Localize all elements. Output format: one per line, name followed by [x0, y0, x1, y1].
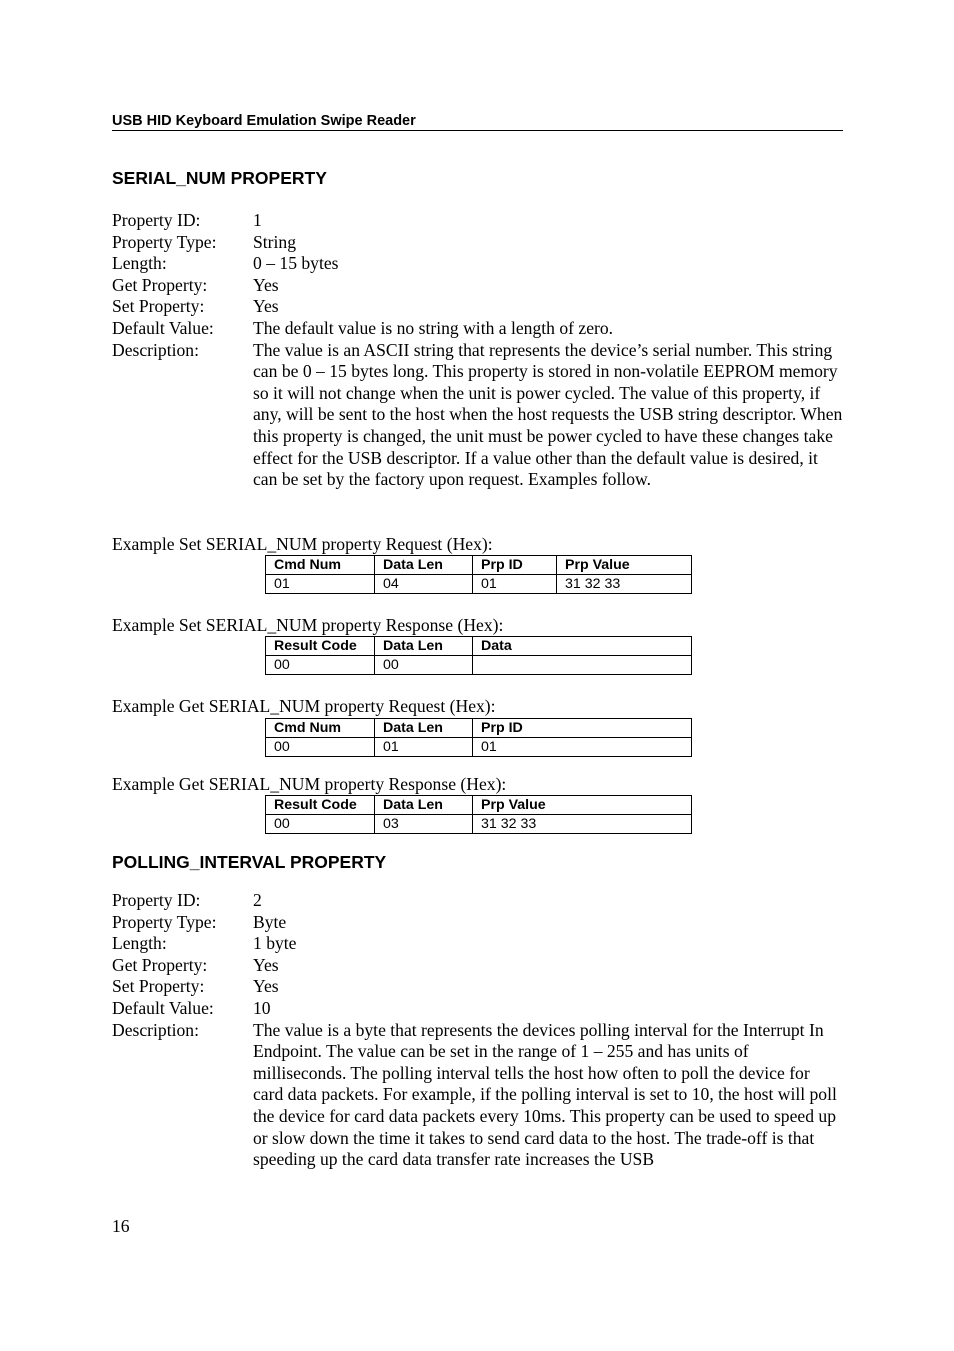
property-row	[112, 1020, 844, 1171]
property-key: Property Type:	[112, 231, 217, 252]
property-key: Property Type:	[112, 911, 217, 932]
table-header-row	[266, 796, 692, 815]
property-key: Default Value:	[112, 997, 214, 1018]
property-description: The value is an ASCII string that represents the device’s serial number. This string can be 0 – 15 bytes long. This property is stored in non-volatile EEPROM memory so it will not change when the unit is power cycled. The value of this property, if any, will be sent to the host when the host requests the USB string descriptor. When this property is changed, the unit must be power cycled to have these changes take effect for the USB descriptor. If a value other than the default value is desired, it can be set by the factory upon request. Examples follow.	[253, 339, 843, 490]
property-row	[112, 998, 844, 1020]
column-header: Data Len	[375, 556, 473, 575]
table-cell: 00	[375, 656, 473, 675]
property-description: The value is a byte that represents the devices polling interval for the Interrupt In Endpoint. The value can be set in the range of 1 – 255 and has units of milliseconds. The polling interval tells the host how often to poll the device for card data packets. For example, if the polling interval is set to 10, the host will poll the device for card data packets every 10ms. This property can be used to speed up or slow down the time it takes to send card data to the host. The trade-off is that speeding up the card data transfer rate increases the USB	[253, 1019, 837, 1170]
column-header: Cmd Num	[266, 556, 375, 575]
column-header: Result Code	[266, 796, 375, 815]
property-key: Get Property:	[112, 274, 208, 295]
table-cell: 01	[473, 575, 557, 594]
column-header: Prp Value	[557, 556, 692, 575]
table-cell: 00	[266, 815, 375, 834]
property-row	[112, 318, 844, 340]
running-header: USB HID Keyboard Emulation Swipe Reader	[112, 112, 843, 131]
column-header: Data Len	[375, 796, 473, 815]
property-key: Length:	[112, 933, 167, 954]
property-row	[112, 210, 844, 232]
column-header: Data Len	[375, 637, 473, 656]
example-table-set-request	[265, 555, 692, 594]
property-key: Property ID:	[112, 210, 201, 230]
property-row	[112, 296, 844, 318]
example-table-get-response	[265, 795, 692, 834]
example-table-get-request	[265, 718, 692, 757]
property-key: Set Property:	[112, 296, 205, 317]
example-caption: Example Get SERIAL_NUM property Request (Hex):	[112, 696, 496, 716]
table-cell: 31 32 33	[473, 815, 692, 834]
table-row	[266, 815, 692, 834]
example-caption: Example Get SERIAL_NUM property Response (Hex):	[112, 774, 507, 794]
table-cell	[473, 656, 692, 675]
column-header: Prp ID	[473, 556, 557, 575]
property-row	[112, 933, 844, 955]
page-number: 16	[112, 1216, 130, 1236]
property-value: Yes	[253, 976, 279, 997]
table-header-row	[266, 637, 692, 656]
table-cell: 01	[266, 575, 375, 594]
table-header-row	[266, 556, 692, 575]
property-value: The default value is no string with a length of zero.	[253, 317, 614, 338]
property-row	[112, 912, 844, 934]
table-cell: 01	[473, 738, 692, 757]
column-header: Cmd Num	[266, 719, 375, 738]
property-key: Default Value:	[112, 317, 214, 338]
property-row	[112, 275, 844, 297]
table-cell: 00	[266, 738, 375, 757]
table-row	[266, 738, 692, 757]
table-cell: 31 32 33	[557, 575, 692, 594]
property-key: Description:	[112, 1019, 199, 1040]
serial-num-property-list	[112, 210, 844, 491]
table-row	[266, 575, 692, 594]
property-value: 10	[253, 997, 271, 1018]
section-heading-polling-interval: POLLING_INTERVAL PROPERTY	[112, 852, 387, 872]
property-value: 0 – 15 bytes	[253, 253, 339, 274]
polling-interval-property-list	[112, 890, 844, 1171]
property-row	[112, 976, 844, 998]
property-value: Yes	[253, 274, 279, 295]
property-key: Set Property:	[112, 976, 205, 997]
property-value: Yes	[253, 296, 279, 317]
column-header: Result Code	[266, 637, 375, 656]
property-row	[112, 955, 844, 977]
table-header-row	[266, 719, 692, 738]
example-caption: Example Set SERIAL_NUM property Request (Hex):	[112, 534, 493, 554]
column-header: Data Len	[375, 719, 473, 738]
property-key: Description:	[112, 339, 199, 360]
section-heading-serial-num: SERIAL_NUM PROPERTY	[112, 168, 327, 188]
property-key: Property ID:	[112, 890, 201, 910]
example-table-set-response	[265, 636, 692, 675]
example-caption: Example Set SERIAL_NUM property Response (Hex):	[112, 615, 504, 635]
table-cell: 00	[266, 656, 375, 675]
property-row	[112, 253, 844, 275]
property-value: 1 byte	[253, 933, 297, 954]
table-cell: 04	[375, 575, 473, 594]
property-row	[112, 340, 844, 491]
property-value: Byte	[253, 911, 287, 932]
table-cell: 03	[375, 815, 473, 834]
column-header: Prp ID	[473, 719, 692, 738]
property-key: Get Property:	[112, 954, 208, 975]
column-header: Data	[473, 637, 692, 656]
property-value: 1	[253, 210, 262, 230]
column-header: Prp Value	[473, 796, 692, 815]
property-row	[112, 232, 844, 254]
property-value: String	[253, 231, 297, 252]
table-cell: 01	[375, 738, 473, 757]
property-value: 2	[253, 890, 262, 910]
property-value: Yes	[253, 954, 279, 975]
property-key: Length:	[112, 253, 167, 274]
table-row	[266, 656, 692, 675]
property-row	[112, 890, 844, 912]
